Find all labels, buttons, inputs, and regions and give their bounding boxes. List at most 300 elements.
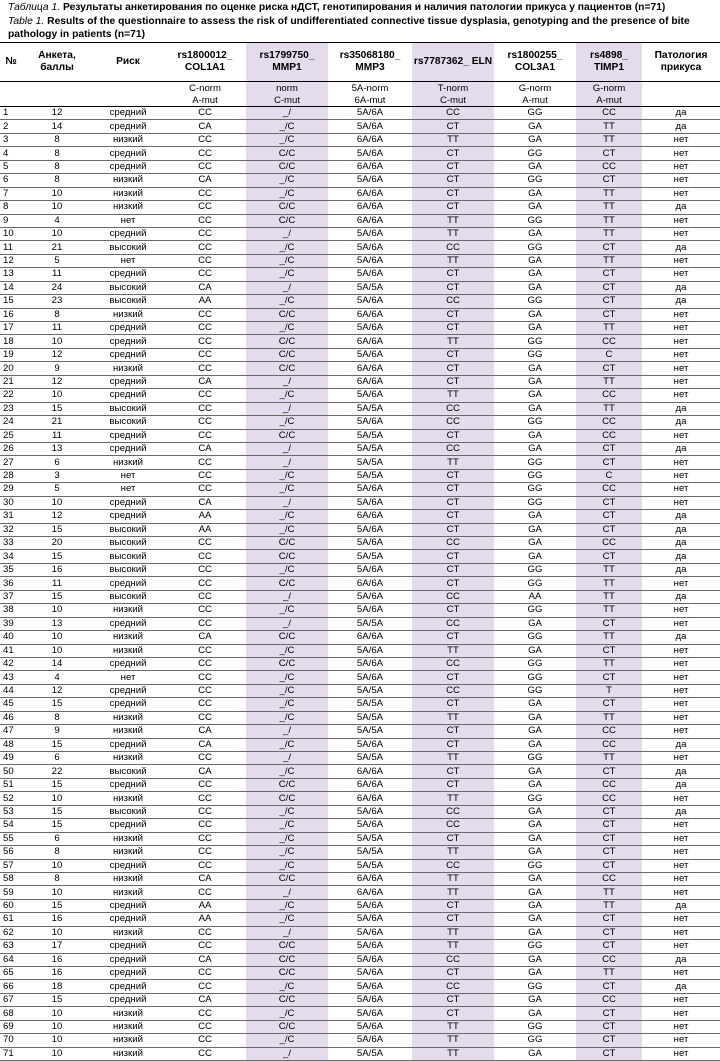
table-cell: TT	[576, 967, 642, 980]
table-cell: 16	[22, 913, 92, 926]
norm-cell-6: T-norm	[412, 82, 494, 95]
table-cell: C/C	[246, 872, 328, 885]
table-cell: 5A/6A	[328, 899, 412, 912]
table-cell: 21	[22, 241, 92, 254]
table-cell: средний	[92, 738, 164, 751]
table-cell: GA	[494, 805, 576, 818]
table-cell: TT	[576, 375, 642, 388]
table-cell: TT	[576, 120, 642, 133]
table-cell: средний	[92, 684, 164, 697]
table-cell: средний	[92, 657, 164, 670]
table-row	[0, 147, 720, 160]
table-cell: 10	[0, 227, 22, 240]
table-cell: _/C	[246, 241, 328, 254]
table-row	[0, 886, 720, 899]
table-row	[0, 872, 720, 885]
table-cell: 26	[0, 442, 22, 455]
table-cell: нет	[642, 429, 720, 442]
table-cell: GG	[494, 752, 576, 765]
table-cell: низкий	[92, 752, 164, 765]
table-cell: GG	[494, 107, 576, 120]
table-cell: TT	[412, 846, 494, 859]
table-cell: GG	[494, 859, 576, 872]
table-cell: 53	[0, 805, 22, 818]
table-cell: CT	[412, 832, 494, 845]
table-cell: CT	[412, 1007, 494, 1020]
table-cell: 15	[22, 819, 92, 832]
table-cell: CC	[576, 160, 642, 173]
table-cell: CT	[576, 926, 642, 939]
table-cell: 6A/6A	[328, 133, 412, 146]
table-cell: 6A/6A	[328, 577, 412, 590]
table-cell: _/	[246, 1047, 328, 1060]
table-cell: 67	[0, 993, 22, 1006]
table-cell: 6	[0, 174, 22, 187]
table-cell: GA	[494, 886, 576, 899]
table-cell: 6A/6A	[328, 187, 412, 200]
table-cell: 5A/5A	[328, 846, 412, 859]
table-cell: C/C	[246, 792, 328, 805]
mut-cell-0	[0, 94, 22, 107]
table-cell: 24	[22, 281, 92, 294]
table-cell: TT	[412, 214, 494, 227]
table-cell: CT	[412, 899, 494, 912]
table-cell: _/	[246, 402, 328, 415]
table-cell: CT	[576, 698, 642, 711]
table-cell: нет	[642, 872, 720, 885]
table-cell: 10	[22, 389, 92, 402]
table-cell: GG	[494, 241, 576, 254]
table-row	[0, 832, 720, 845]
table-cell: 45	[0, 698, 22, 711]
table-cell: _/	[246, 227, 328, 240]
table-cell: 69	[0, 1020, 22, 1033]
table-cell: CT	[576, 940, 642, 953]
table-cell: CC	[164, 1007, 246, 1020]
table-cell: нет	[642, 752, 720, 765]
table-cell: да	[642, 778, 720, 791]
table-cell: низкий	[92, 1034, 164, 1047]
table-cell: да	[642, 523, 720, 536]
table-cell: C/C	[246, 967, 328, 980]
table-cell: 6	[22, 832, 92, 845]
table-row	[0, 631, 720, 644]
table-cell: высокий	[92, 590, 164, 603]
table-cell: да	[642, 537, 720, 550]
table-cell: средний	[92, 375, 164, 388]
table-cell: 5A/6A	[328, 953, 412, 966]
table-cell: CT	[576, 832, 642, 845]
table-cell: 15	[22, 590, 92, 603]
table-cell: CC	[164, 590, 246, 603]
table-cell: GA	[494, 899, 576, 912]
table-cell: CA	[164, 993, 246, 1006]
table-cell: 5A/6A	[328, 523, 412, 536]
table-cell: нет	[642, 174, 720, 187]
table-cell: да	[642, 295, 720, 308]
header-score: Анкета, баллы	[22, 43, 92, 82]
table-cell: CT	[576, 268, 642, 281]
table-cell: CT	[412, 967, 494, 980]
table-cell: _/C	[246, 187, 328, 200]
mut-cell-7: A-mut	[494, 94, 576, 107]
table-cell: 11	[22, 577, 92, 590]
table-cell: средний	[92, 819, 164, 832]
table-cell: GG	[494, 671, 576, 684]
table-cell: GG	[494, 684, 576, 697]
table-cell: GG	[494, 631, 576, 644]
table-cell: нет	[642, 1047, 720, 1060]
table-cell: 65	[0, 967, 22, 980]
table-cell: средний	[92, 322, 164, 335]
table-row	[0, 120, 720, 133]
table-cell: C/C	[246, 953, 328, 966]
table-cell: CC	[412, 295, 494, 308]
table-cell: средний	[92, 348, 164, 361]
table-cell: GA	[494, 402, 576, 415]
table-cell: да	[642, 416, 720, 429]
table-cell: высокий	[92, 537, 164, 550]
table-cell: 24	[0, 416, 22, 429]
table-cell: C/C	[246, 362, 328, 375]
table-cell: GA	[494, 778, 576, 791]
table-row	[0, 765, 720, 778]
table-cell: CC	[164, 684, 246, 697]
table-cell: CC	[164, 147, 246, 160]
table-cell: CC	[164, 805, 246, 818]
table-cell: 6A/6A	[328, 778, 412, 791]
table-row	[0, 899, 720, 912]
table-cell: TT	[576, 563, 642, 576]
table-cell: высокий	[92, 550, 164, 563]
table-cell: 4	[0, 147, 22, 160]
header-row	[0, 43, 720, 82]
mut-cell-2	[92, 94, 164, 107]
table-cell: 5A/6A	[328, 657, 412, 670]
table-row	[0, 657, 720, 670]
table-cell: нет	[642, 348, 720, 361]
table-cell: низкий	[92, 832, 164, 845]
table-cell: 27	[0, 456, 22, 469]
table-cell: низкий	[92, 187, 164, 200]
table-cell: GA	[494, 550, 576, 563]
table-cell: CT	[576, 241, 642, 254]
table-cell: GG	[494, 940, 576, 953]
table-cell: _/C	[246, 469, 328, 482]
table-cell: 61	[0, 913, 22, 926]
table-cell: CT	[412, 483, 494, 496]
table-cell: CT	[576, 765, 642, 778]
table-row	[0, 362, 720, 375]
table-cell: GA	[494, 308, 576, 321]
table-cell: TT	[412, 456, 494, 469]
table-cell: CC	[164, 1034, 246, 1047]
table-cell: 14	[22, 657, 92, 670]
table-cell: 9	[0, 214, 22, 227]
table-cell: низкий	[92, 1020, 164, 1033]
table-cell: CC	[164, 792, 246, 805]
table-cell: CT	[576, 456, 642, 469]
table-cell: CC	[164, 362, 246, 375]
table-cell: CC	[164, 1020, 246, 1033]
table-cell: GA	[494, 281, 576, 294]
table-cell: CA	[164, 174, 246, 187]
table-row	[0, 416, 720, 429]
table-cell: нет	[642, 886, 720, 899]
table-cell: высокий	[92, 241, 164, 254]
table-cell: _/C	[246, 389, 328, 402]
table-cell: TT	[576, 227, 642, 240]
table-cell: CT	[576, 846, 642, 859]
table-cell: 14	[22, 120, 92, 133]
table-cell: CC	[412, 107, 494, 120]
table-cell: 39	[0, 617, 22, 630]
table-cell: 18	[22, 980, 92, 993]
table-cell: 5A/6A	[328, 227, 412, 240]
table-cell: 5A/5A	[328, 469, 412, 482]
table-cell: 6A/6A	[328, 335, 412, 348]
table-cell: 38	[0, 604, 22, 617]
table-cell: CC	[164, 254, 246, 267]
table-cell: CC	[576, 725, 642, 738]
table-cell: CC	[164, 563, 246, 576]
table-cell: _/C	[246, 819, 328, 832]
table-cell: 57	[0, 859, 22, 872]
table-cell: C/C	[246, 778, 328, 791]
table-cell: 12	[22, 375, 92, 388]
table-cell: CT	[412, 174, 494, 187]
table-cell: _/C	[246, 711, 328, 724]
norm-cell-0	[0, 82, 22, 95]
table-cell: 16	[0, 308, 22, 321]
table-cell: CT	[576, 859, 642, 872]
table-cell: CT	[412, 120, 494, 133]
table-cell: 28	[0, 469, 22, 482]
table-cell: CC	[412, 657, 494, 670]
table-cell: 29	[0, 483, 22, 496]
table-cell: T	[576, 684, 642, 697]
table-cell: низкий	[92, 631, 164, 644]
table-row	[0, 913, 720, 926]
table-cell: _/C	[246, 268, 328, 281]
table-row	[0, 993, 720, 1006]
table-cell: CC	[164, 133, 246, 146]
table-cell: GG	[494, 348, 576, 361]
table-cell: CT	[576, 295, 642, 308]
table-cell: 5A/6A	[328, 980, 412, 993]
table-cell: CC	[412, 241, 494, 254]
table-cell: средний	[92, 120, 164, 133]
table-cell: CT	[412, 147, 494, 160]
table-cell: GG	[494, 604, 576, 617]
table-cell: 10	[22, 227, 92, 240]
header-bite-pathology: Патология прикуса	[642, 43, 720, 82]
table-cell: CC	[576, 537, 642, 550]
table-cell: 11	[22, 322, 92, 335]
table-row	[0, 590, 720, 603]
table-cell: CA	[164, 765, 246, 778]
header-timp1: rs4898_ TIMP1	[576, 43, 642, 82]
norm-cell-7: G-norm	[518, 82, 552, 94]
table-cell: CC	[576, 993, 642, 1006]
norm-cell-4: norm	[246, 82, 328, 95]
table-row	[0, 684, 720, 697]
table-row	[0, 1034, 720, 1047]
table-cell: средний	[92, 967, 164, 980]
table-cell: нет	[642, 926, 720, 939]
table-cell: нет	[642, 335, 720, 348]
table-cell: 5A/6A	[328, 604, 412, 617]
table-cell: CT	[412, 496, 494, 509]
norm-cell-1	[22, 82, 92, 95]
table-cell: CC	[576, 738, 642, 751]
table-row	[0, 456, 720, 469]
table-cell: нет	[642, 657, 720, 670]
table-cell: CC	[412, 859, 494, 872]
table-cell: GG	[494, 416, 576, 429]
table-cell: CT	[412, 765, 494, 778]
table-cell: CA	[164, 631, 246, 644]
table-cell: нет	[642, 577, 720, 590]
table-cell: CC	[412, 402, 494, 415]
table-cell: CC	[412, 684, 494, 697]
table-cell: 64	[0, 953, 22, 966]
table-cell: _/C	[246, 483, 328, 496]
table-cell: CT	[576, 980, 642, 993]
table-cell: CC	[164, 537, 246, 550]
table-cell: средний	[92, 993, 164, 1006]
norm-row	[0, 82, 720, 95]
table-cell: _/	[246, 281, 328, 294]
table-cell: CC	[412, 537, 494, 550]
table-cell: низкий	[92, 201, 164, 214]
table-cell: нет	[642, 698, 720, 711]
table-row	[0, 805, 720, 818]
table-cell: TT	[412, 940, 494, 953]
table-cell: 5A/5A	[328, 1047, 412, 1060]
table-cell: 5A/6A	[328, 537, 412, 550]
table-cell: нет	[642, 1007, 720, 1020]
table-cell: 20	[22, 537, 92, 550]
table-cell: C/C	[246, 348, 328, 361]
table-cell: CT	[412, 429, 494, 442]
table-cell: CT	[412, 375, 494, 388]
table-cell: низкий	[92, 886, 164, 899]
table-cell: 34	[0, 550, 22, 563]
table-cell: низкий	[92, 792, 164, 805]
header-eln: rs7787362_ ELN	[412, 43, 494, 82]
table-cell: низкий	[92, 711, 164, 724]
table-cell: TT	[412, 872, 494, 885]
mut-cell-4: C-mut	[246, 94, 328, 107]
table-cell: CC	[164, 671, 246, 684]
table-cell: 8	[22, 133, 92, 146]
table-cell: GA	[494, 389, 576, 402]
table-cell: 12	[22, 510, 92, 523]
table-cell: 6A/6A	[328, 362, 412, 375]
results-table	[0, 42, 720, 1061]
table-cell: TT	[412, 254, 494, 267]
table-cell: 8	[22, 846, 92, 859]
table-cell: нет	[642, 268, 720, 281]
table-cell: 43	[0, 671, 22, 684]
table-cell: 13	[22, 442, 92, 455]
table-row	[0, 523, 720, 536]
table-cell: 13	[22, 617, 92, 630]
table-cell: _/C	[246, 174, 328, 187]
mut-cell-5: 6A-mut	[328, 94, 412, 107]
table-cell: TT	[412, 133, 494, 146]
header-col1a1: rs1800012_ COL1A1	[164, 43, 246, 82]
table-cell: _/C	[246, 671, 328, 684]
table-cell: 8	[22, 147, 92, 160]
table-row	[0, 268, 720, 281]
table-cell: CT	[412, 563, 494, 576]
table-cell: C/C	[246, 147, 328, 160]
table-cell: 31	[0, 510, 22, 523]
table-cell: _/C	[246, 563, 328, 576]
table-cell: GA	[494, 375, 576, 388]
table-cell: 10	[22, 1007, 92, 1020]
mut-cell-6: C-mut	[412, 94, 494, 107]
table-cell: 5A/6A	[328, 940, 412, 953]
table-cell: высокий	[92, 523, 164, 536]
table-cell: 5A/5A	[328, 617, 412, 630]
table-cell: средний	[92, 335, 164, 348]
table-cell: 5A/6A	[328, 738, 412, 751]
table-cell: CA	[164, 953, 246, 966]
table-cell: GG	[494, 792, 576, 805]
table-row	[0, 335, 720, 348]
table-cell: высокий	[92, 765, 164, 778]
table-cell: GA	[494, 725, 576, 738]
table-cell: 5A/5A	[328, 402, 412, 415]
table-cell: средний	[92, 442, 164, 455]
table-cell: CC	[164, 832, 246, 845]
table-row	[0, 201, 720, 214]
table-cell: CC	[164, 980, 246, 993]
table-cell: 3	[0, 133, 22, 146]
table-cell: 16	[22, 953, 92, 966]
table-cell: C	[576, 348, 642, 361]
norm-cell-5: 5A-norm	[351, 82, 389, 94]
table-cell: да	[642, 241, 720, 254]
table-cell: _/	[246, 725, 328, 738]
table-cell: низкий	[92, 926, 164, 939]
norm-cell-8: G-norm	[576, 82, 642, 95]
table-cell: CT	[576, 644, 642, 657]
table-cell: 55	[0, 832, 22, 845]
table-cell: 8	[0, 201, 22, 214]
table-cell: нет	[642, 254, 720, 267]
table-cell: CT	[576, 913, 642, 926]
table-cell: C/C	[246, 214, 328, 227]
table-cell: 6A/6A	[328, 308, 412, 321]
table-cell: CC	[412, 980, 494, 993]
table-cell: 5A/6A	[328, 107, 412, 120]
table-row	[0, 617, 720, 630]
table-row	[0, 429, 720, 442]
table-cell: CC	[164, 940, 246, 953]
table-cell: средний	[92, 227, 164, 240]
table-cell: 21	[0, 375, 22, 388]
table-cell: C/C	[246, 657, 328, 670]
table-cell: GA	[494, 160, 576, 173]
table-cell: 54	[0, 819, 22, 832]
table-cell: средний	[92, 859, 164, 872]
table-cell: GG	[494, 469, 576, 482]
table-cell: 63	[0, 940, 22, 953]
